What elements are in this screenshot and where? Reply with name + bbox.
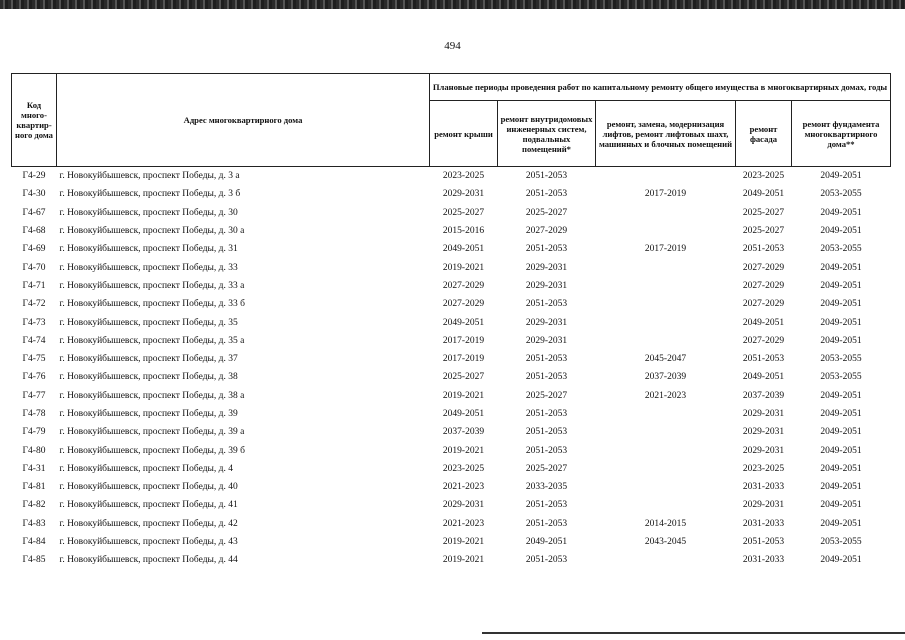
cell-systems: 2051-2053 [525, 299, 568, 310]
scan-top-border [0, 0, 905, 9]
cell-foundation: 2049-2051 [820, 482, 862, 493]
cell-address: г. Новокуйбышевск, проспект Победы, д. 43 [59, 537, 238, 548]
cell-systems: 2025-2027 [525, 390, 568, 401]
cell-roof: 2023-2025 [442, 463, 485, 474]
cell-address: г. Новокуйбышевск, проспект Победы, д. 31 [59, 244, 238, 255]
cell-lifts [596, 258, 736, 276]
cell-facade: 2023-2025 [736, 167, 792, 186]
cell-roof: 2015-2016 [442, 226, 485, 237]
cell-foundation: 2053-2055 [820, 244, 862, 255]
cell-code: Г4-29 [12, 167, 57, 186]
cell-roof: 2021-2023 [442, 518, 485, 529]
header-code: Код много-квартир-ного дома [12, 74, 57, 167]
header-lifts: ремонт, замена, модернизация лифтов, ремонт лифтовых шахт, машинных и блочных помещений [596, 101, 736, 167]
cell-code: Г4-80 [22, 445, 46, 456]
cell-address: г. Новокуйбышевск, проспект Победы, д. 42 [59, 518, 238, 529]
table-row [12, 167, 891, 186]
cell-lifts: 2045-2047 [644, 354, 687, 365]
cell-systems: 2049-2051 [525, 537, 568, 548]
cell-foundation: 2049-2051 [820, 463, 862, 474]
cell-address: г. Новокуйбышевск, проспект Победы, д. 39 б [59, 445, 245, 456]
cell-roof: 2049-2051 [442, 409, 485, 419]
cell-systems: 2051-2053 [525, 445, 568, 456]
cell-address: г. Новокуйбышевск, проспект Победы, д. 38 а [59, 390, 245, 401]
header-systems: ремонт внутридомовых инженерных систем, подвальных помещений* [498, 101, 596, 167]
cell-lifts [596, 441, 736, 459]
cell-roof: 2037-2039 [442, 427, 485, 438]
table-row [12, 368, 891, 386]
cell-code: Г4-82 [22, 500, 46, 511]
cell-facade: 2029-2031 [742, 427, 785, 438]
cell-foundation: 2049-2051 [820, 299, 862, 310]
cell-code: Г4-75 [22, 354, 46, 365]
table-row [12, 295, 891, 313]
cell-address: г. Новокуйбышевск, проспект Победы, д. 35 а [59, 335, 245, 346]
cell-roof: 2025-2027 [442, 372, 485, 383]
cell-systems: 2051-2053 [498, 167, 596, 186]
cell-systems: 2025-2027 [525, 207, 568, 218]
cell-roof: 2019-2021 [442, 555, 485, 566]
cell-systems: 2051-2053 [525, 189, 568, 200]
cell-facade: 2037-2039 [742, 390, 785, 401]
table-row [12, 405, 891, 423]
cell-code: Г4-81 [22, 482, 46, 493]
table-header [12, 74, 891, 167]
cell-code: Г4-77 [22, 390, 46, 401]
cell-code: Г4-72 [22, 299, 46, 310]
cell-lifts [596, 222, 736, 240]
cell-facade: 2027-2029 [742, 335, 785, 346]
table-row [12, 204, 891, 222]
cell-address: г. Новокуйбышевск, проспект Победы, д. 44 [59, 555, 238, 566]
cell-systems: 2051-2053 [525, 500, 568, 511]
cell-code: Г4-74 [22, 335, 46, 346]
repair-schedule-table [11, 73, 891, 570]
table-row [12, 478, 891, 496]
cell-lifts: 2037-2039 [644, 372, 687, 383]
cell-lifts: 2017-2019 [644, 244, 687, 255]
table-row [12, 332, 891, 350]
cell-facade: 2031-2033 [742, 555, 785, 566]
cell-lifts [596, 478, 736, 496]
cell-roof: 2049-2051 [442, 317, 485, 328]
cell-lifts: 2043-2045 [644, 537, 687, 548]
cell-roof: 2019-2021 [442, 445, 485, 456]
cell-foundation: 2049-2051 [820, 280, 862, 291]
cell-systems: 2027-2029 [525, 226, 568, 237]
cell-systems: 2051-2053 [525, 518, 568, 529]
page-number: 494 [444, 40, 461, 52]
cell-lifts: 2017-2019 [644, 189, 687, 200]
cell-facade: 2051-2053 [742, 537, 785, 548]
cell-foundation: 2053-2055 [820, 372, 862, 383]
table-row [12, 460, 891, 478]
cell-roof: 2027-2029 [442, 280, 485, 291]
cell-lifts [596, 332, 736, 350]
cell-facade: 2023-2025 [742, 463, 785, 474]
table-row [12, 258, 891, 276]
cell-code: Г4-31 [22, 463, 46, 474]
table-row [12, 277, 891, 295]
table-row [12, 387, 891, 405]
cell-lifts [596, 167, 736, 186]
cell-roof: 2027-2029 [442, 299, 485, 310]
cell-code: Г4-70 [22, 262, 46, 273]
cell-address: г. Новокуйбышевск, проспект Победы, д. 37 [59, 354, 238, 365]
cell-address: г. Новокуйбышевск, проспект Победы, д. 30 [59, 207, 238, 218]
cell-systems: 2051-2053 [525, 354, 568, 365]
cell-roof: 2023-2025 [430, 167, 498, 186]
cell-facade: 2025-2027 [742, 207, 785, 218]
cell-foundation: 2049-2051 [792, 167, 891, 186]
cell-systems: 2029-2031 [525, 317, 568, 328]
cell-facade: 2031-2033 [742, 482, 785, 493]
cell-address: г. Новокуйбышевск, проспект Победы, д. 33 а [59, 280, 245, 291]
cell-foundation: 2049-2051 [820, 555, 862, 566]
cell-foundation: 2049-2051 [820, 445, 862, 456]
cell-lifts [596, 405, 736, 423]
cell-foundation: 2049-2051 [820, 262, 862, 273]
cell-code: Г4-84 [22, 537, 46, 548]
table-row [12, 240, 891, 258]
cell-address: г. Новокуйбышевск, проспект Победы, д. 30 а [59, 226, 245, 237]
cell-roof: 2029-2031 [442, 189, 485, 200]
cell-systems: 2029-2031 [525, 262, 568, 273]
cell-code: Г4-67 [22, 207, 46, 218]
cell-code: Г4-68 [22, 226, 46, 237]
cell-facade: 2051-2053 [742, 354, 785, 365]
cell-roof: 2019-2021 [442, 262, 485, 273]
cell-systems: 2051-2053 [525, 372, 568, 383]
table-row [12, 533, 891, 551]
cell-lifts [596, 460, 736, 478]
cell-address: г. Новокуйбышевск, проспект Победы, д. 33 б [59, 299, 245, 310]
cell-facade: 2027-2029 [742, 280, 785, 291]
table-row [12, 350, 891, 368]
cell-code: Г4-30 [22, 189, 46, 200]
table-body [12, 167, 891, 570]
cell-lifts [596, 423, 736, 441]
scan-bottom-line [482, 632, 905, 634]
cell-address: г. Новокуйбышевск, проспект Победы, д. 35 [59, 317, 238, 328]
cell-facade: 2029-2031 [742, 445, 785, 456]
cell-roof: 2029-2031 [442, 500, 485, 511]
table-row [12, 551, 891, 569]
cell-address: г. Новокуйбышевск, проспект Победы, д. 33 [59, 262, 238, 273]
cell-facade: 2029-2031 [742, 500, 785, 511]
cell-lifts: 2014-2015 [644, 518, 687, 529]
cell-lifts [596, 313, 736, 331]
table-row [12, 185, 891, 203]
cell-foundation: 2049-2051 [820, 518, 862, 529]
cell-systems: 2051-2053 [525, 409, 568, 419]
header-foundation: ремонт фундамента многоквартирного дома** [792, 101, 891, 167]
table-row [12, 222, 891, 240]
cell-address: г. Новокуйбышевск, проспект Победы, д. 38 [59, 372, 238, 383]
cell-systems: 2029-2031 [525, 280, 568, 291]
cell-roof: 2017-2019 [442, 335, 485, 346]
cell-code: Г4-85 [22, 555, 46, 566]
cell-facade: 2031-2033 [742, 518, 785, 529]
header-facade: ремонт фасада [736, 101, 792, 167]
cell-roof: 2021-2023 [442, 482, 485, 493]
table-row [12, 441, 891, 459]
cell-foundation: 2049-2051 [820, 317, 862, 328]
header-roof: ремонт крыши [430, 101, 498, 167]
table-row [12, 496, 891, 514]
cell-foundation: 2049-2051 [820, 226, 862, 237]
cell-foundation: 2053-2055 [820, 354, 862, 365]
cell-foundation: 2053-2055 [820, 537, 862, 548]
cell-facade: 2049-2051 [742, 317, 785, 328]
cell-facade: 2051-2053 [742, 244, 785, 255]
cell-facade: 2027-2029 [742, 299, 785, 310]
cell-roof: 2017-2019 [442, 354, 485, 365]
cell-facade: 2029-2031 [742, 409, 785, 419]
cell-foundation: 2053-2055 [820, 189, 862, 200]
cell-address: г. Новокуйбышевск, проспект Победы, д. 39 [59, 409, 238, 419]
cell-foundation: 2049-2051 [820, 390, 862, 401]
cell-foundation: 2049-2051 [820, 500, 862, 511]
cell-facade: 2049-2051 [742, 372, 785, 383]
cell-facade: 2049-2051 [742, 189, 785, 200]
header-address: Адрес многоквартирного дома [57, 74, 430, 167]
cell-foundation: 2049-2051 [820, 335, 862, 346]
cell-facade: 2027-2029 [742, 262, 785, 273]
cell-facade: 2025-2027 [742, 226, 785, 237]
cell-lifts [596, 496, 736, 514]
table-row [12, 313, 891, 331]
cell-lifts [596, 295, 736, 313]
table-row [12, 515, 891, 533]
cell-address: г. Новокуйбышевск, проспект Победы, д. 3 б [59, 189, 241, 200]
cell-lifts [596, 551, 736, 569]
cell-foundation: 2049-2051 [820, 427, 862, 438]
cell-address: г. Новокуйбышевск, проспект Победы, д. 4 [59, 463, 233, 474]
cell-systems: 2025-2027 [525, 463, 568, 474]
cell-roof: 2049-2051 [442, 244, 485, 255]
cell-address: г. Новокуйбышевск, проспект Победы, д. 39 а [59, 427, 245, 438]
cell-foundation: 2049-2051 [820, 207, 862, 218]
cell-code: Г4-71 [22, 280, 46, 291]
cell-systems: 2033-2035 [525, 482, 568, 493]
cell-roof: 2019-2021 [442, 390, 485, 401]
cell-roof: 2019-2021 [442, 537, 485, 548]
cell-lifts [596, 277, 736, 295]
cell-code: Г4-78 [22, 409, 46, 419]
table-row [12, 423, 891, 441]
cell-code: Г4-76 [22, 372, 46, 383]
cell-code: Г4-73 [22, 317, 46, 328]
cell-address: г. Новокуйбышевск, проспект Победы, д. 41 [59, 500, 238, 511]
cell-systems: 2051-2053 [525, 244, 568, 255]
cell-address: г. Новокуйбышевск, проспект Победы, д. 40 [59, 482, 238, 493]
cell-systems: 2029-2031 [525, 335, 568, 346]
cell-systems: 2051-2053 [525, 555, 568, 566]
header-planned-periods: Плановые периоды проведения работ по капитальному ремонту общего имущества в многоквартирных домах, годы [430, 74, 891, 101]
cell-code: Г4-79 [22, 427, 46, 438]
cell-code: Г4-83 [22, 518, 46, 529]
cell-address: г. Новокуйбышевск, проспект Победы, д. 3 а [57, 167, 430, 186]
cell-foundation: 2049-2051 [820, 409, 862, 419]
cell-lifts: 2021-2023 [644, 390, 687, 401]
cell-systems: 2051-2053 [525, 427, 568, 438]
cell-roof: 2025-2027 [442, 207, 485, 218]
cell-code: Г4-69 [22, 244, 46, 255]
cell-lifts [596, 204, 736, 222]
